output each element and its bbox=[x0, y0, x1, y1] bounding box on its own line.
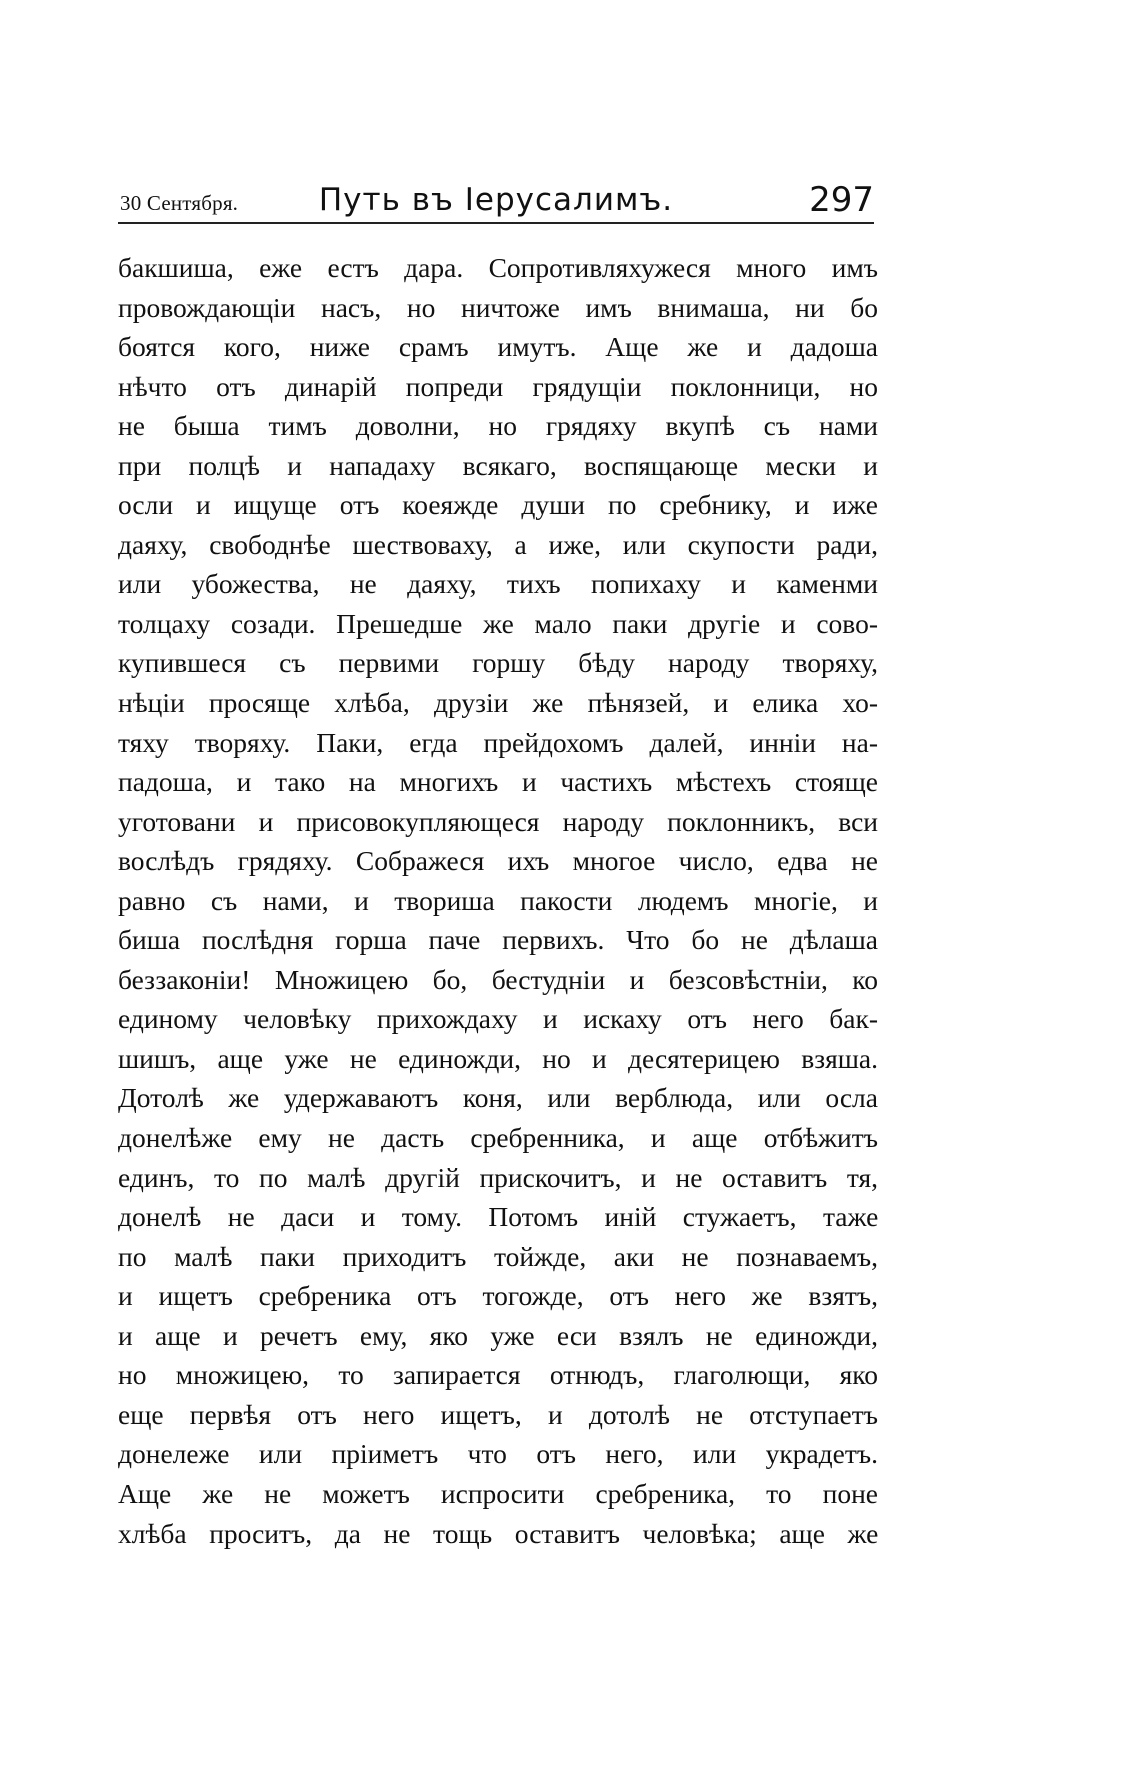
text-line: боятся кого, ниже срамъ имутъ. Аще же и дадоша bbox=[118, 331, 878, 363]
text-line: и аще и речетъ ему, яко уже еси взялъ не единожди, bbox=[118, 1319, 878, 1351]
text-line: бакшиша, еже естъ дара. Сопротивляхужеся много имъ bbox=[118, 252, 878, 283]
text-line: при полцѣ и нападаху всякаго, воспящающе мески и bbox=[118, 449, 878, 481]
page-number: 297 bbox=[809, 180, 874, 220]
running-head bbox=[118, 172, 874, 222]
text-line: Аще же не можетъ испросити сребреника, то поне bbox=[118, 1477, 878, 1509]
text-line: беззаконіи! Множицею бо, бестудніи и безсовѣстніи, ко bbox=[118, 963, 878, 995]
text-line: равно съ нами, и твориша пакости людемъ многіе, и bbox=[118, 884, 878, 916]
header-title: Путь въ Іерусалимъ. bbox=[318, 182, 674, 218]
text-line: но множицею, то запирается отнюдъ, глаголющи, яко bbox=[118, 1359, 878, 1391]
text-line: тяху творяху. Паки, егда прейдохомъ далей, инніи на- bbox=[118, 726, 878, 758]
text-line: нѣчто отъ динарій попреди грядущіи поклонници, но bbox=[118, 370, 878, 402]
body-text bbox=[118, 248, 878, 1553]
text-line: провождающіи насъ, но ничтоже имъ внимаша, ни бо bbox=[118, 291, 878, 323]
text-line: падоша, и тако на многихъ и частихъ мѣстехъ стояще bbox=[118, 766, 878, 798]
text-line: еще первѣя отъ него ищетъ, и дотолѣ не отступаетъ bbox=[118, 1398, 878, 1430]
header-date: 30 Сентября. bbox=[120, 191, 239, 215]
text-line: толцаху созади. Прешедше же мало паки другіе и сово- bbox=[118, 607, 878, 639]
text-line: или убожества, не даяху, тихъ попихаху и каменми bbox=[118, 568, 878, 600]
text-line: не быша тимъ доволни, но грядяху вкупѣ съ нами bbox=[118, 410, 878, 442]
text-line: шишъ, аще уже не единожди, но и десятерицею взяша. bbox=[118, 1042, 878, 1074]
text-line: нѣціи просяще хлѣба, друзіи же пѣнязей, и елика хо- bbox=[118, 687, 878, 719]
text-line: донелѣ не даси и тому. Потомъ иній стужаетъ, таже bbox=[118, 1201, 878, 1233]
text-line: хлѣба проситъ, да не тощь оставитъ человѣка; аще же bbox=[118, 1517, 878, 1549]
text-line: осли и ищуще отъ коеяжде души по сребнику, и иже bbox=[118, 489, 878, 521]
text-line: Дотолѣ же удержаваютъ коня, или верблюда, или осла bbox=[118, 1082, 878, 1114]
text-line: и ищетъ сребреника отъ тогожде, отъ него же взятъ, bbox=[118, 1280, 878, 1312]
text-line: единъ, то по малѣ другій прискочитъ, и не оставитъ тя, bbox=[118, 1161, 878, 1193]
text-line: уготовани и присовокупляющеся народу поклонникъ, вси bbox=[118, 805, 878, 837]
text-line: даяху, свободнѣе шествоваху, а иже, или скупости ради, bbox=[118, 528, 878, 560]
text-line: единому человѣку прихождаху и искаху отъ него бак- bbox=[118, 1003, 878, 1035]
text-line: биша послѣдня горша паче первихъ. Что бо не дѣлаша bbox=[118, 924, 878, 956]
text-line: вослѣдъ грядяху. Сображеся ихъ многое число, едва не bbox=[118, 845, 878, 877]
text-line: донелѣже ему не дасть сребренника, и аще отбѣжитъ bbox=[118, 1122, 878, 1154]
text-line: по малѣ паки приходитъ тойжде, аки не познаваемъ, bbox=[118, 1240, 878, 1272]
text-line: купившеся съ первими горшу бѣду народу творяху, bbox=[118, 647, 878, 679]
header-rule bbox=[118, 222, 874, 224]
text-line: донележе или пріиметъ что отъ него, или украдетъ. bbox=[118, 1438, 878, 1470]
